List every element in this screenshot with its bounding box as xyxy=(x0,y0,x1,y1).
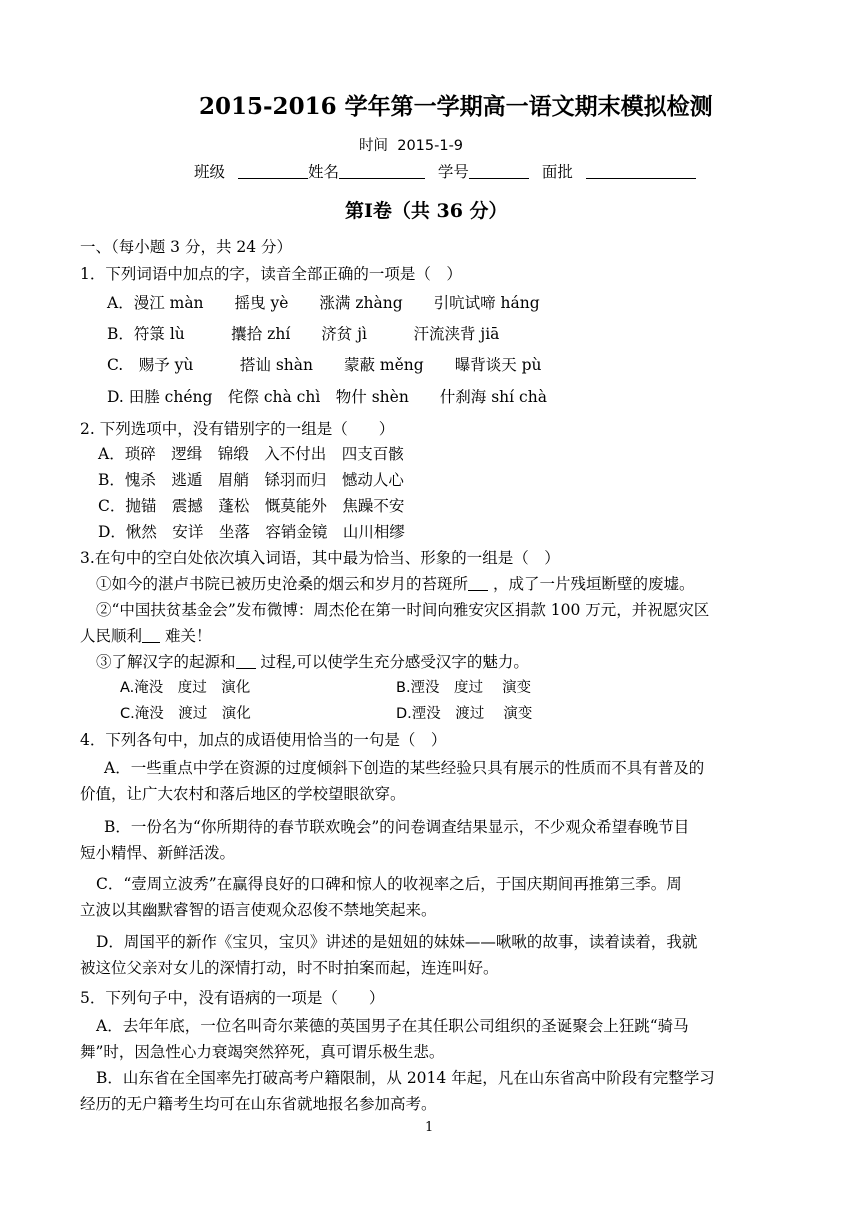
id-field[interactable] xyxy=(469,164,529,179)
q1-option-b: B．符箓 lù 攮拾 zhí 济贫 jì 汗流浃背 jiā xyxy=(107,325,500,343)
q4-option-b-line2: 短小精悍、新鲜活泼。 xyxy=(80,844,236,862)
q5-option-b-line2: 经历的无户籍考生均可在山东省就地报名参加高考。 xyxy=(80,1095,437,1113)
q3-option-d: D.湮没 渡过 演变 xyxy=(396,706,533,722)
q5-option-a-line1: A．去年年底，一位名叫奇尔莱德的英国男子在其任职公司组织的圣诞聚会上狂跳“骑马 xyxy=(96,1017,689,1035)
q4-option-a-line1: A．一些重点中学在资源的过度倾斜下创造的某些经验只具有展示的性质而不具有普及的 xyxy=(104,759,705,777)
q3-s3-text-a: ③了解汉字的起源和 xyxy=(96,653,236,671)
page-number: 1 xyxy=(425,1120,434,1135)
section-title: 第Ⅰ卷（共 36 分） xyxy=(345,200,508,222)
q4-option-a-line2: 价值，让广大农村和落后地区的学校望眼欲穿。 xyxy=(80,785,406,803)
q4-option-c-line1: C．“壹周立波秀”在赢得良好的口碑和惊人的收视率之后，于国庆期间再推第三季。周 xyxy=(96,875,682,893)
exam-time xyxy=(359,136,463,156)
q2-stem: 2. 下列选项中，没有错别字的一组是（ ） xyxy=(80,420,395,438)
review-label: 面批 xyxy=(541,163,573,181)
q1-option-a: A．漫江 màn 摇曳 yè 涨满 zhàng 引吭试啼 háng xyxy=(107,294,540,312)
name-label: 姓名 xyxy=(307,163,339,181)
q4-option-d-line1: D．周国平的新作《宝贝，宝贝》讲述的是妞妞的妹妹——啾啾的故事，读着读着，我就 xyxy=(96,933,698,951)
q3-s1-text-b: ，成了一片残垣断壁的废墟。 xyxy=(492,575,695,593)
class-field[interactable] xyxy=(238,164,308,179)
name-field[interactable] xyxy=(339,164,425,179)
student-info-row xyxy=(194,162,696,182)
q3-option-c: C.淹没 渡过 演化 xyxy=(120,706,251,722)
q4-option-c-line2: 立波以其幽默睿智的语言使观众忍俊不禁地笑起来。 xyxy=(80,901,437,919)
q3-stem: 3.在句中的空白处依次填入词语，其中最为恰当、形象的一组是（ ） xyxy=(80,549,560,567)
q3-sentence-2: ②“中国扶贫基金会”发布微博：周杰伦在第一时间向雅安灾区捐款 100 万元，并祝愿灾区 xyxy=(96,601,710,619)
q1-stem: 1．下列词语中加点的字，读音全部正确的一项是（ ） xyxy=(80,265,462,283)
q1-option-d: D. 田塍 chéng 侘傺 chà chì 物什 shèn 什刹海 shí chà xyxy=(107,388,547,406)
q3-s3-text-b: 过程,可以使学生充分感受汉字的魅力。 xyxy=(260,653,529,671)
q2-option-d: D．愀然 安详 坐落 容销金镜 山川相缪 xyxy=(98,523,405,541)
q3-s2-text-c: 难关！ xyxy=(164,627,212,645)
q5-option-b-line1: B．山东省在全国率先打破高考户籍限制，从 2014 年起，凡在山东省高中阶段有完整学习 xyxy=(96,1069,715,1087)
q2-option-c: C．抛锚 震撼 蓬松 慨莫能外 焦躁不安 xyxy=(98,497,405,515)
q3-option-b: B.湮没 度过 演变 xyxy=(396,680,532,696)
q3-blank-1 xyxy=(468,576,488,591)
q4-option-d-line2: 被这位父亲对女儿的深情打动，时不时拍案而起，连连叫好。 xyxy=(80,959,499,977)
time-value: 2015-1-9 xyxy=(397,138,464,154)
exam-title: 2015-2016 学年第一学期高一语文期末模拟检测 xyxy=(199,93,713,120)
part-heading: 一、（每小题 3 分，共 24 分） xyxy=(80,238,293,256)
q1-option-c: C. 赐予 yù 搭讪 shàn 蒙蔽 měng 曝背谈天 pù xyxy=(107,356,542,374)
q5-stem: 5．下列句子中，没有语病的一项是（ ） xyxy=(80,989,385,1007)
q2-option-a: A．琐碎 逻缉 锦缎 入不付出 四支百骸 xyxy=(98,445,404,463)
q3-sentence-3 xyxy=(96,652,529,672)
q3-s2-text-b: 人民顺利 xyxy=(80,627,143,645)
q4-stem: 4．下列各句中，加点的成语使用恰当的一句是（ ） xyxy=(80,731,447,749)
q3-blank-2 xyxy=(142,628,160,643)
q2-option-b: B．愧杀 逃遁 眉艄 铩羽而归 憾动人心 xyxy=(98,471,404,489)
q5-option-a-line2: 舞”时，因急性心力衰竭突然猝死，真可谓乐极生悲。 xyxy=(80,1043,445,1061)
q4-option-b-line1: B．一份名为“你所期待的春节联欢晚会”的问卷调查结果显示，不少观众希望春晚节目 xyxy=(104,818,690,836)
class-label: 班级 xyxy=(194,163,226,181)
time-label: 时间 xyxy=(359,138,388,154)
q3-s1-text-a: ①如今的湛卢书院已被历史沧桑的烟云和岁月的苔斑所 xyxy=(96,575,469,593)
q3-blank-3 xyxy=(236,654,256,669)
review-field[interactable] xyxy=(586,164,696,179)
q3-option-a: A.淹没 度过 演化 xyxy=(120,680,251,696)
id-label: 学号 xyxy=(437,163,469,181)
q3-sentence-2-cont xyxy=(80,626,211,646)
q3-sentence-1 xyxy=(96,574,694,594)
